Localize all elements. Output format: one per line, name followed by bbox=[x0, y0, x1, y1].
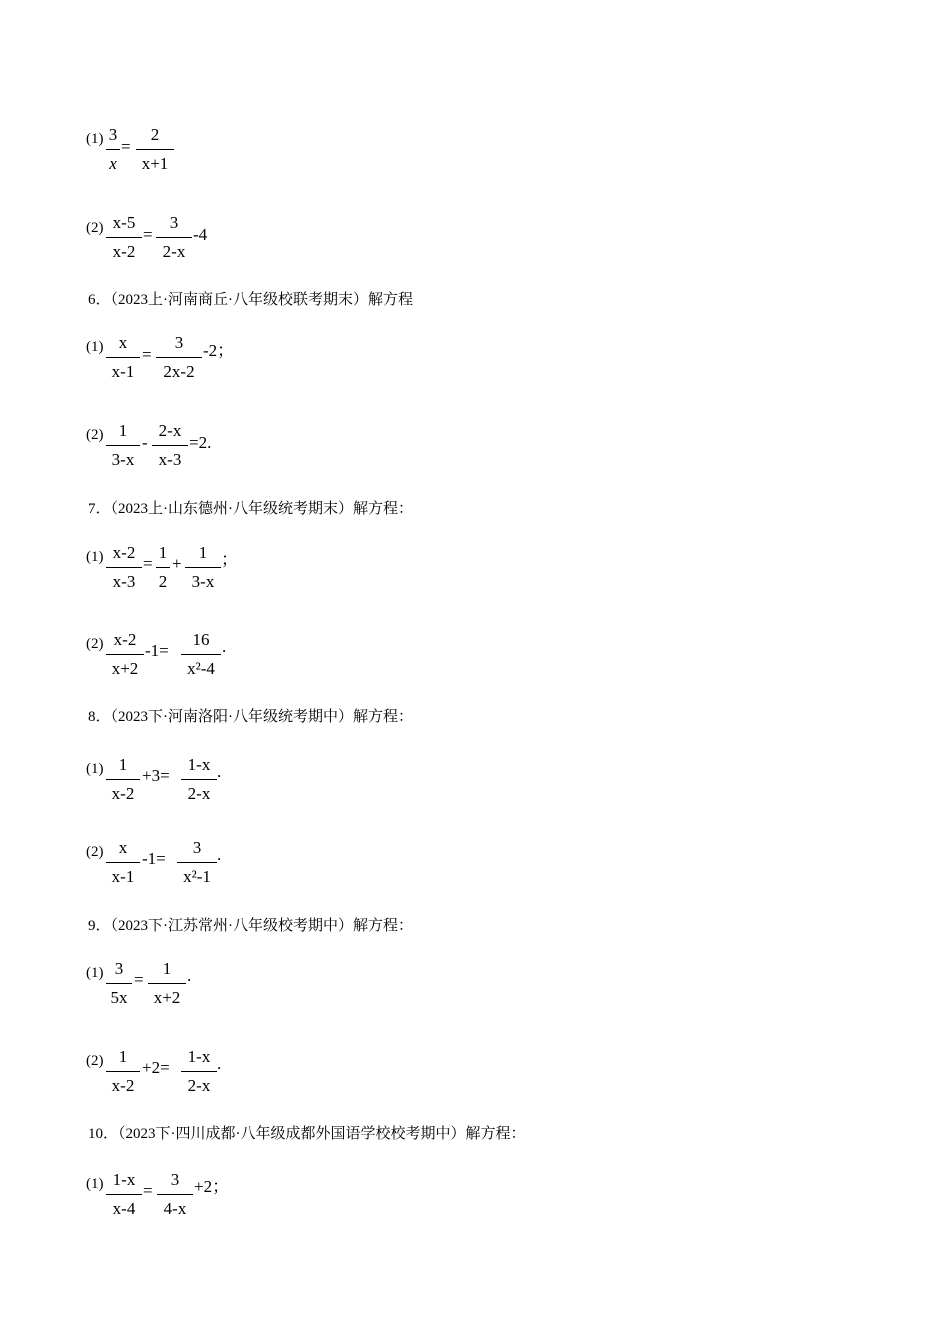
expression-tail: -2； bbox=[203, 341, 235, 360]
denominator: 2 bbox=[158, 572, 168, 591]
fraction-right bbox=[181, 1046, 217, 1097]
part-label: (1) bbox=[86, 761, 104, 777]
fraction-left bbox=[106, 837, 140, 888]
fraction-right bbox=[181, 629, 221, 680]
expression-tail: . bbox=[217, 1054, 222, 1073]
numerator: 16 bbox=[192, 630, 210, 649]
numerator: 1-x bbox=[112, 1170, 136, 1189]
fraction-left bbox=[106, 124, 120, 175]
fraction-right bbox=[148, 958, 186, 1009]
denominator: x-2 bbox=[111, 784, 135, 803]
question-8-heading: 8．（2023下·河南洛阳·八年级统考期中）解方程： bbox=[88, 709, 413, 725]
numerator: 3 bbox=[192, 838, 202, 857]
denominator: x-2 bbox=[111, 1076, 135, 1095]
fraction-right bbox=[152, 420, 188, 471]
fraction-left bbox=[106, 1046, 140, 1097]
numerator: 1 bbox=[118, 1047, 128, 1066]
denominator: x²-1 bbox=[183, 867, 211, 886]
part-label: (1) bbox=[86, 965, 104, 981]
fraction-middle bbox=[156, 542, 170, 593]
fraction-left bbox=[106, 212, 142, 263]
plus-sign: + bbox=[172, 554, 182, 573]
part-label: (2) bbox=[86, 844, 104, 860]
numerator: 1-x bbox=[187, 755, 211, 774]
numerator: 1 bbox=[162, 959, 172, 978]
numerator: 3 bbox=[170, 1170, 180, 1189]
denominator: x²-4 bbox=[187, 659, 215, 678]
fraction-left bbox=[106, 629, 144, 680]
denominator: 2-x bbox=[187, 1076, 211, 1095]
part-label: (2) bbox=[86, 220, 104, 236]
denominator: x-2 bbox=[112, 242, 136, 261]
numerator: 3 bbox=[114, 959, 124, 978]
denominator: x+1 bbox=[141, 154, 169, 173]
expression-tail: -4 bbox=[193, 225, 208, 244]
fraction-right bbox=[136, 124, 174, 175]
numerator: 3 bbox=[108, 125, 118, 144]
question-10-heading: 10．（2023下·四川成都·八年级成都外国语学校校考期中）解方程： bbox=[88, 1126, 526, 1142]
fraction-right bbox=[156, 332, 202, 383]
equals-sign: = bbox=[143, 1181, 153, 1200]
denominator: 2-x bbox=[187, 784, 211, 803]
numerator: 3 bbox=[169, 213, 179, 232]
fraction-right bbox=[181, 754, 217, 805]
fraction-right bbox=[156, 212, 192, 263]
fraction-left bbox=[106, 1169, 142, 1220]
fraction-left bbox=[106, 754, 140, 805]
expression-tail: =2. bbox=[189, 433, 212, 452]
fraction-left bbox=[106, 542, 142, 593]
part-label: (2) bbox=[86, 427, 104, 443]
fraction-right bbox=[157, 1169, 193, 1220]
denominator: 3-x bbox=[111, 450, 135, 469]
denominator: x-1 bbox=[111, 362, 135, 381]
numerator: x-5 bbox=[112, 213, 136, 232]
expression-tail: . bbox=[187, 966, 192, 985]
part-label: (1) bbox=[86, 131, 104, 147]
operator: +3= bbox=[142, 766, 170, 785]
fraction-left bbox=[106, 420, 140, 471]
denominator: x+2 bbox=[153, 988, 181, 1007]
minus-sign: - bbox=[142, 433, 148, 452]
numerator: x bbox=[118, 333, 128, 352]
expression-tail: . bbox=[217, 845, 222, 864]
expression-tail: +2； bbox=[194, 1177, 230, 1196]
denominator: x-3 bbox=[112, 572, 136, 591]
denominator: x+2 bbox=[111, 659, 139, 678]
numerator: x-2 bbox=[112, 543, 136, 562]
equals-sign: = bbox=[142, 345, 152, 364]
numerator: x-2 bbox=[113, 630, 137, 649]
equals-sign: = bbox=[134, 970, 144, 989]
denominator: x-1 bbox=[111, 867, 135, 886]
operator: -1= bbox=[145, 641, 169, 660]
equals-sign: = bbox=[143, 225, 153, 244]
question-7-heading: 7．（2023上·山东德州·八年级统考期末）解方程： bbox=[88, 501, 413, 517]
equals-sign: = bbox=[121, 137, 131, 156]
expression-tail: ； bbox=[221, 550, 238, 569]
numerator: 1 bbox=[118, 755, 128, 774]
numerator: 3 bbox=[174, 333, 184, 352]
fraction-left bbox=[106, 332, 140, 383]
expression-tail: . bbox=[217, 762, 222, 781]
denominator: x-3 bbox=[158, 450, 182, 469]
numerator: 2-x bbox=[158, 421, 182, 440]
fraction-left bbox=[106, 958, 132, 1009]
part-label: (2) bbox=[86, 636, 104, 652]
equals-sign: = bbox=[143, 554, 153, 573]
denominator: x-4 bbox=[112, 1199, 136, 1218]
part-label: (1) bbox=[86, 339, 104, 355]
question-6-heading: 6．（2023上·河南商丘·八年级校联考期末）解方程 bbox=[88, 292, 413, 308]
denominator: 3-x bbox=[191, 572, 215, 591]
denominator: 2x-2 bbox=[163, 362, 195, 381]
numerator: 1 bbox=[198, 543, 208, 562]
part-label: (1) bbox=[86, 549, 104, 565]
numerator: 1 bbox=[158, 543, 168, 562]
operator: +2= bbox=[142, 1058, 170, 1077]
part-label: (2) bbox=[86, 1053, 104, 1069]
expression-tail: . bbox=[222, 637, 227, 656]
operator: -1= bbox=[142, 849, 166, 868]
numerator: x bbox=[118, 838, 128, 857]
denominator: 5x bbox=[110, 988, 128, 1007]
numerator: 1 bbox=[118, 421, 128, 440]
fraction-right bbox=[177, 837, 217, 888]
part-label: (1) bbox=[86, 1176, 104, 1192]
numerator: 2 bbox=[150, 125, 160, 144]
denominator: 2-x bbox=[162, 242, 186, 261]
question-9-heading: 9．（2023下·江苏常州·八年级校考期中）解方程： bbox=[88, 918, 413, 934]
numerator: 1-x bbox=[187, 1047, 211, 1066]
fraction-right bbox=[185, 542, 221, 593]
denominator: x bbox=[109, 154, 117, 173]
denominator: 4-x bbox=[163, 1199, 187, 1218]
